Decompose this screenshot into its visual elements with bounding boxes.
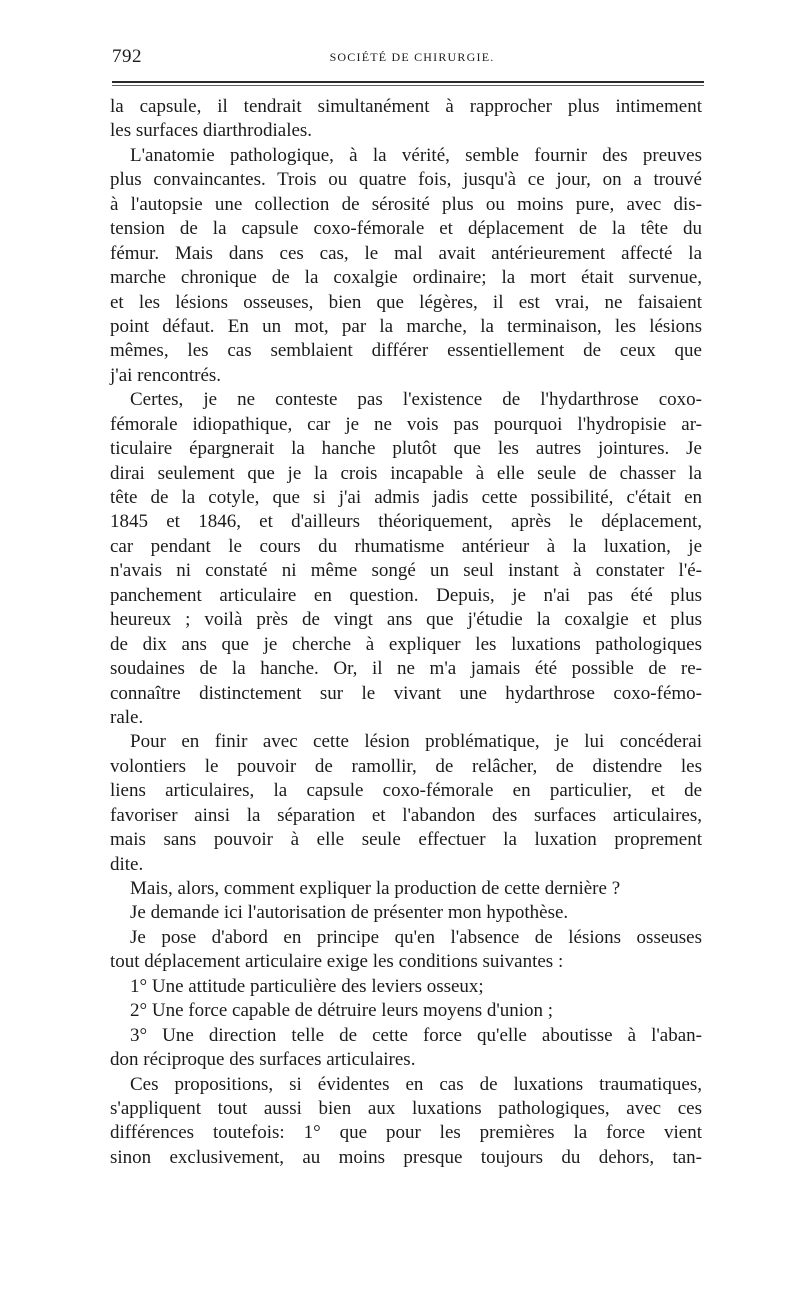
- paragraph: [110, 877, 702, 901]
- paragraph: [110, 999, 702, 1023]
- header-rule-thin: [112, 85, 704, 86]
- text-line: fémur. Mais dans ces cas, le mal avait antérieurement affecté la: [110, 242, 702, 264]
- text-line: ticulaire épargnerait la hanche plutôt que les autres jointures. Je: [110, 438, 702, 460]
- text-line: 1° Une attitude particulière des leviers osseux;: [130, 975, 484, 997]
- paragraph: [110, 901, 702, 925]
- text-line: plus convaincantes. Trois ou quatre fois, jusqu'à ce jour, on a trouvé: [110, 169, 702, 191]
- text-line: 3° Une direction telle de cette force qu'elle aboutisse à l'aban-: [130, 1024, 702, 1046]
- text-line: dirai seulement que je la crois incapable à elle seule de chasser la: [110, 462, 702, 484]
- paragraph: [110, 95, 702, 144]
- text-line: n'avais ni constaté ni même songé un seul instant à constater l'é-: [110, 560, 702, 582]
- text-line: à l'autopsie une collection de sérosité plus ou moins pure, avec dis-: [110, 193, 702, 215]
- text-line: sinon exclusivement, au moins presque toujours du dehors, tan-: [110, 1146, 702, 1168]
- paragraph: [110, 388, 702, 730]
- text-line: dite.: [110, 853, 144, 875]
- text-line: Je pose d'abord en principe qu'en l'absence de lésions osseuses: [130, 926, 702, 948]
- paragraph: [110, 1073, 702, 1171]
- text-line: Pour en finir avec cette lésion problématique, je lui concéderai: [130, 731, 702, 753]
- text-line: Certes, je ne conteste pas l'existence de l'hydarthrose coxo-: [130, 389, 702, 411]
- text-line: L'anatomie pathologique, à la vérité, semble fournir des preuves: [130, 144, 702, 166]
- text-line: les surfaces diarthrodiales.: [110, 120, 313, 142]
- paragraph: [110, 144, 702, 388]
- text-line: Je demande ici l'autorisation de présenter mon hypothèse.: [130, 902, 569, 924]
- text-line: favoriser ainsi la séparation et l'abandon des surfaces articulaires,: [110, 804, 702, 826]
- text-line: marche chronique de la coxalgie ordinaire; la mort était survenue,: [110, 267, 702, 289]
- body-text: [110, 95, 702, 1170]
- text-line: liens articulaires, la capsule coxo-fémorale en particulier, et de: [110, 780, 702, 802]
- text-line: panchement articulaire en question. Depuis, je n'ai pas été plus: [110, 584, 702, 606]
- text-line: tête de la cotyle, que si j'ai admis jadis cette possibilité, c'était en: [110, 487, 702, 508]
- text-line: don réciproque des surfaces articulaires.: [110, 1049, 416, 1071]
- text-line: tout déplacement articulaire exige les conditions suivantes :: [110, 951, 564, 973]
- paragraph: [110, 926, 702, 975]
- paragraph: [110, 975, 702, 999]
- running-title: SOCIÉTÉ DE CHIRURGIE.: [329, 50, 495, 64]
- text-line: Mais, alors, comment expliquer la production de cette dernière ?: [130, 878, 621, 899]
- text-line: fémorale idiopathique, car je ne vois pas pourquoi l'hydropisie ar-: [110, 413, 702, 435]
- header-rule: [112, 81, 704, 83]
- text-line: la capsule, il tendrait simultanément à rapprocher plus intimement: [110, 96, 702, 117]
- text-line: soudaines de la hanche. Or, il ne m'a jamais été possible de re-: [110, 658, 702, 680]
- text-line: point défaut. En un mot, par la marche, la terminaison, les lésions: [110, 315, 702, 337]
- paragraph: [110, 1024, 702, 1073]
- text-line: car pendant le cours du rhumatisme antérieur à la luxation, je: [110, 535, 702, 557]
- text-line: j'ai rencontrés.: [110, 364, 222, 386]
- text-line: heureux ; voilà près de vingt ans que j'étudie la coxalgie et plus: [110, 609, 702, 631]
- page-number: 792: [112, 46, 142, 67]
- paragraph: [110, 730, 702, 877]
- text-line: 2° Une force capable de détruire leurs moyens d'union ;: [130, 1000, 554, 1022]
- text-line: 1845 et 1846, et d'ailleurs théoriquement, après le déplacement,: [110, 511, 702, 533]
- text-line: volontiers le pouvoir de ramollir, de relâcher, de distendre les: [110, 755, 702, 777]
- text-line: s'appliquent tout aussi bien aux luxations pathologiques, avec ces: [110, 1097, 702, 1119]
- text-line: mêmes, les cas semblaient différer essentiellement de ceux que: [110, 340, 702, 362]
- text-line: de dix ans que je cherche à expliquer les luxations pathologiques: [110, 633, 702, 655]
- text-line: mais sans pouvoir à elle seule effectuer la luxation proprement: [110, 829, 702, 851]
- text-line: connaître distinctement sur le vivant une hydarthrose coxo-fémo-: [110, 682, 702, 704]
- page-header: [112, 46, 704, 76]
- text-line: différences toutefois: 1° que pour les premières la force vient: [110, 1122, 702, 1144]
- text-line: rale.: [110, 706, 144, 728]
- text-line: et les lésions osseuses, bien que légères, il est vrai, ne faisaient: [110, 291, 702, 313]
- text-line: Ces propositions, si évidentes en cas de luxations traumatiques,: [130, 1073, 702, 1095]
- text-line: tension de la capsule coxo-fémorale et déplacement de la tête du: [110, 218, 702, 240]
